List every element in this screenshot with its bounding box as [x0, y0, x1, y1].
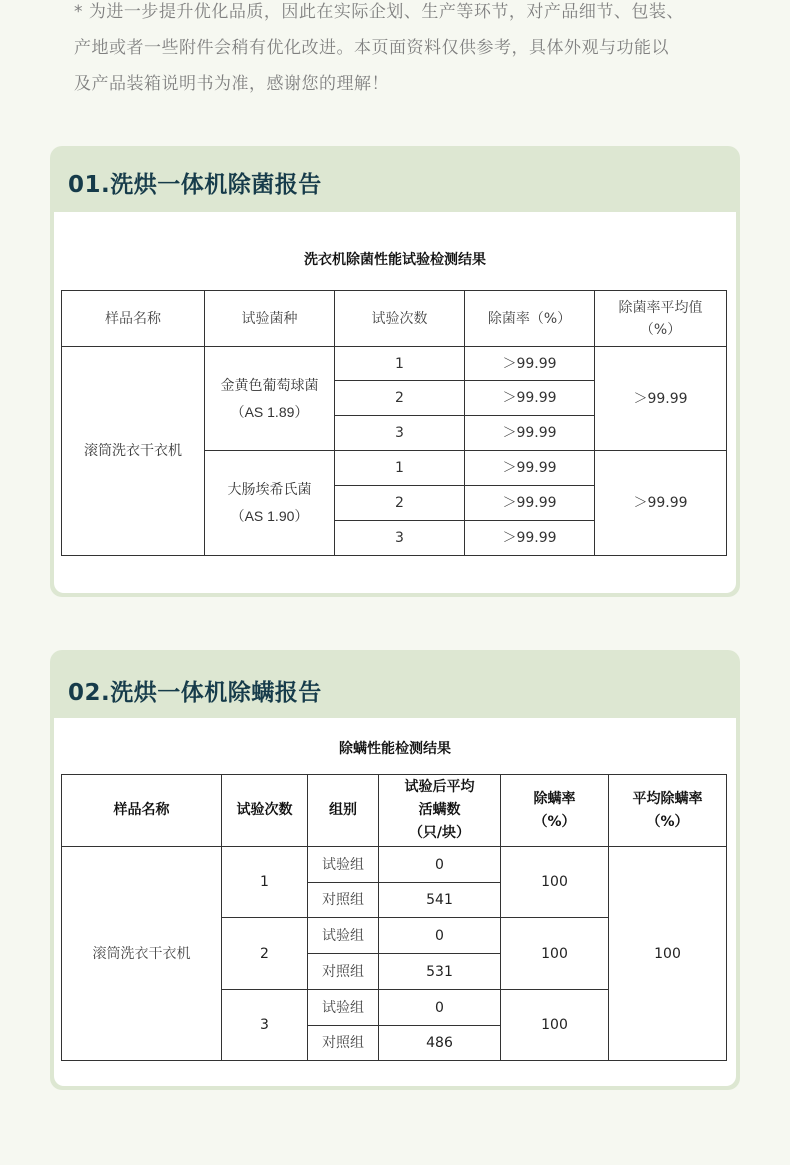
header-average-rate — [609, 775, 727, 847]
header-group: 组别 — [308, 775, 379, 847]
header-average: 除菌率平均值（%） — [595, 291, 727, 347]
table-header-row — [62, 291, 727, 347]
mite-table — [61, 774, 727, 1061]
header-live-mites-line-2: 活螨数 — [418, 802, 461, 818]
sterilization-rate: ＞99.99 — [465, 486, 595, 521]
trial-number: 2 — [222, 918, 308, 990]
sterilization-rate: ＞99.99 — [465, 451, 595, 486]
live-mites-value: 541 — [379, 883, 501, 918]
strain-cell — [205, 347, 335, 451]
sterilization-report-body — [54, 212, 736, 593]
live-mites-value: 531 — [379, 954, 501, 990]
group-label: 对照组 — [308, 954, 379, 990]
header-average-rate-line-2: （%） — [646, 813, 689, 830]
header-live-mites-line-1: 试验后平均 — [404, 779, 475, 795]
trial-number: 2 — [335, 486, 465, 521]
sterilization-report-heading: 01.洗烘一体机除菌报告 — [68, 172, 322, 198]
group-label: 试验组 — [308, 847, 379, 883]
trial-number: 1 — [335, 347, 465, 381]
trial-number: 1 — [222, 847, 308, 918]
sterilization-report-card — [50, 146, 740, 597]
mite-rate: 100 — [501, 918, 609, 990]
group-label: 对照组 — [308, 1026, 379, 1061]
group-label: 对照组 — [308, 883, 379, 918]
mite-removal-report-header — [50, 650, 740, 716]
sterilization-rate: ＞99.99 — [465, 521, 595, 556]
strain-cell — [205, 451, 335, 556]
notice-line-1: * 为进一步提升优化品质，因此在实际企划、生产等环节，对产品细节、包装、 — [74, 2, 684, 22]
header-live-mites — [379, 775, 501, 847]
average-rate: ＞99.99 — [595, 347, 727, 451]
group-label: 试验组 — [308, 918, 379, 954]
table-row — [62, 847, 727, 883]
average-rate: ＞99.99 — [595, 451, 727, 556]
average-mite-rate: 100 — [609, 847, 727, 1061]
notice-line-3: 及产品装箱说明书为准，感谢您的理解！ — [74, 74, 389, 94]
strain-name: 金黄色葡萄球菌 — [220, 377, 319, 394]
header-trial: 试验次数 — [222, 775, 308, 847]
sample-name: 滚筒洗衣干衣机 — [62, 347, 205, 556]
strain-code: （AS 1.90） — [230, 508, 309, 524]
header-trial: 试验次数 — [335, 291, 465, 347]
trial-number: 3 — [335, 521, 465, 556]
header-mite-rate-line-1: 除螨率 — [533, 790, 576, 807]
live-mites-value: 0 — [379, 918, 501, 954]
strain-code: （AS 1.89） — [230, 403, 309, 420]
sterilization-rate: ＞99.99 — [465, 347, 595, 381]
sterilization-rate: ＞99.99 — [465, 381, 595, 416]
live-mites-value: 0 — [379, 990, 501, 1026]
sterilization-rate: ＞99.99 — [465, 416, 595, 451]
mite-removal-report-heading: 02.洗烘一体机除螨报告 — [68, 680, 322, 706]
strain-name: 大肠埃希氏菌 — [227, 482, 312, 498]
trial-number: 2 — [335, 381, 465, 416]
trial-number: 3 — [222, 990, 308, 1061]
sample-name: 滚筒洗衣干衣机 — [62, 847, 222, 1061]
mite-rate: 100 — [501, 990, 609, 1061]
header-live-mites-line-3: （只/块） — [408, 825, 471, 841]
header-average-rate-line-1: 平均除螨率 — [632, 790, 703, 807]
trial-number: 3 — [335, 416, 465, 451]
header-strain: 试验菌种 — [205, 291, 335, 347]
sterilization-table-title: 洗衣机除菌性能试验检测结果 — [304, 252, 486, 268]
notice-line-2: 产地或者一些附件会稍有优化改进。本页面资料仅供参考，具体外观与功能以 — [74, 38, 669, 58]
sterilization-table — [61, 290, 727, 556]
mite-rate: 100 — [501, 847, 609, 918]
header-mite-rate — [501, 775, 609, 847]
table-row — [62, 347, 727, 381]
sterilization-report-header — [50, 146, 740, 212]
trial-number: 1 — [335, 451, 465, 486]
table-header-row — [62, 775, 727, 847]
header-sample: 样品名称 — [62, 775, 222, 847]
mite-removal-report-card — [50, 650, 740, 1090]
header-mite-rate-line-2: （%） — [533, 813, 576, 830]
group-label: 试验组 — [308, 990, 379, 1026]
mite-removal-report-body — [54, 718, 736, 1086]
live-mites-value: 486 — [379, 1026, 501, 1061]
header-rate: 除菌率（%） — [465, 291, 595, 347]
header-sample: 样品名称 — [62, 291, 205, 347]
live-mites-value: 0 — [379, 847, 501, 883]
mite-table-title: 除螨性能检测结果 — [339, 741, 451, 757]
